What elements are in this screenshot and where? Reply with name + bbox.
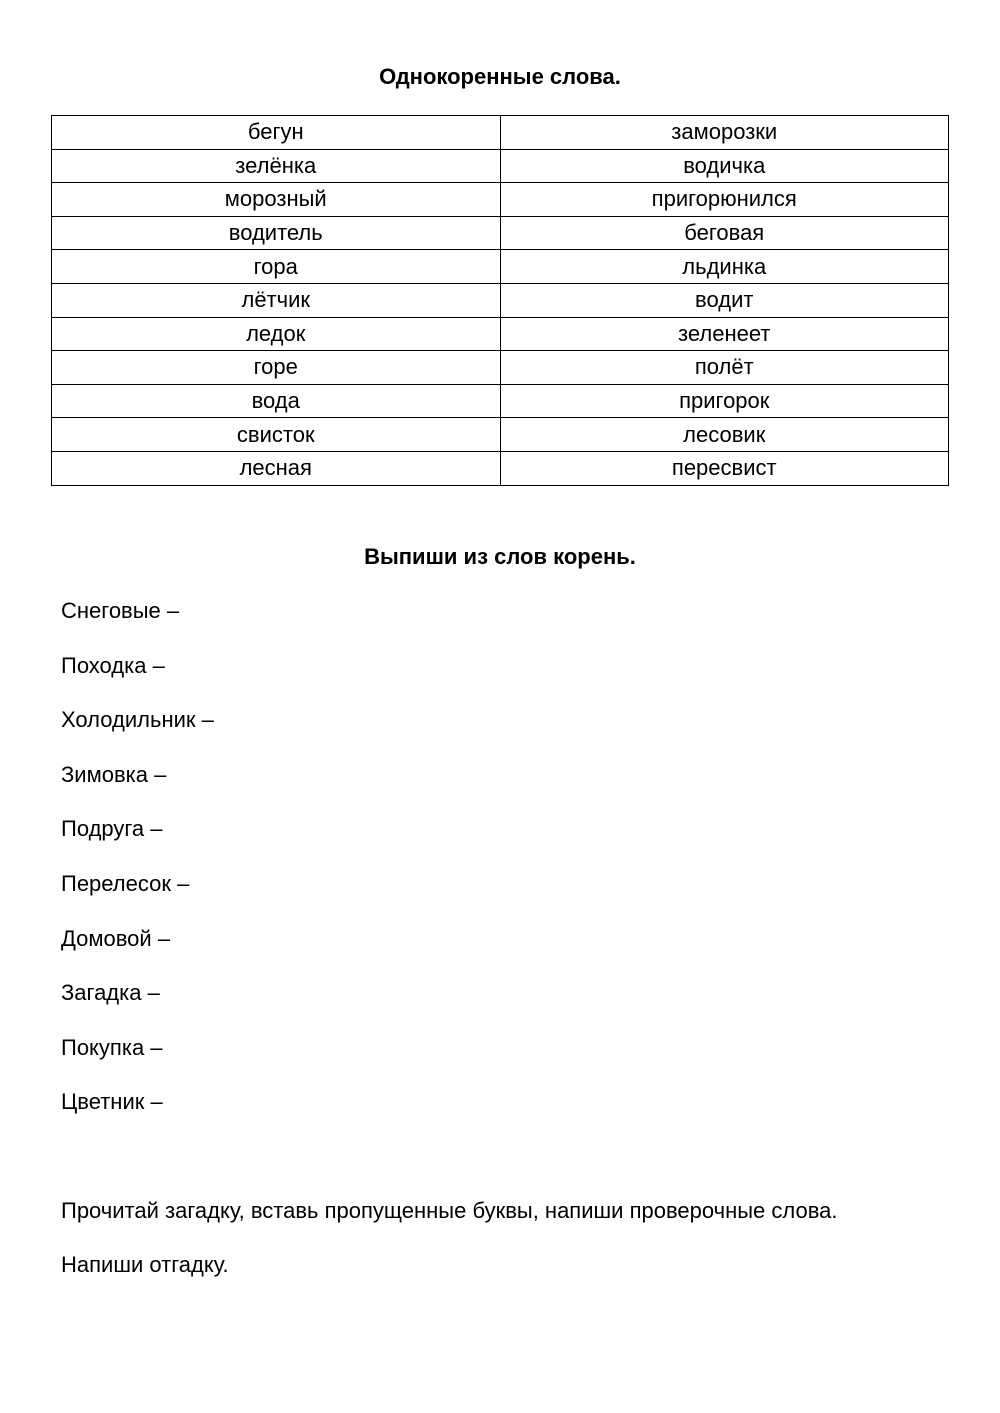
table-row [52,283,949,317]
table-row [52,149,949,183]
table-row [52,384,949,418]
word-cell-right: зеленеет [500,317,949,351]
word-cell-left: лесная [52,451,501,485]
word-cell-left: вода [52,384,501,418]
word-cell-left: ледок [52,317,501,351]
table-row [52,351,949,385]
list-item: Цветник – [61,1089,163,1115]
word-cell-right: заморозки [500,116,949,150]
list-item: Перелесок – [61,870,190,896]
list-item: Подруга – [61,816,163,842]
list-item: Покупка – [61,1034,163,1060]
word-cell-right: лесовик [500,418,949,452]
word-cell-left: зелёнка [52,149,501,183]
answer-prompt: Напиши отгадку. [61,1252,229,1277]
word-cell-right: льдинка [500,250,949,284]
table-row [52,183,949,217]
word-cell-left: гора [52,250,501,284]
word-cell-right: беговая [500,216,949,250]
word-cell-right: водит [500,283,949,317]
list-item: Холодильник – [61,707,214,733]
same-root-words-table [51,115,949,486]
word-cell-right: полёт [500,351,949,385]
list-item: Походка – [61,652,165,678]
list-item: Домовой – [61,925,171,951]
table-row [52,216,949,250]
word-cell-left: бегун [52,116,501,150]
list-item: Зимовка – [61,761,167,787]
list-item: Загадка – [61,980,160,1006]
table-row [52,317,949,351]
table-row [52,451,949,485]
section-title-write-root: Выпиши из слов корень. [364,544,636,569]
word-cell-left: водитель [52,216,501,250]
word-cell-left: горе [52,351,501,385]
word-cell-right: пересвист [500,451,949,485]
section-title-same-root-words: Однокоренные слова. [379,64,621,89]
word-cell-right: пригорюнился [500,183,949,217]
table-row [52,250,949,284]
word-cell-left: морозный [52,183,501,217]
list-item: Снеговые – [61,598,180,623]
word-cell-left: свисток [52,418,501,452]
table-row [52,418,949,452]
root-exercise-list [61,596,214,1142]
word-cell-right: пригорок [500,384,949,418]
word-cell-left: лётчик [52,283,501,317]
table-row [52,116,949,150]
riddle-instruction: Прочитай загадку, вставь пропущенные буквы, напиши проверочные слова. [61,1198,838,1223]
word-cell-right: водичка [500,149,949,183]
